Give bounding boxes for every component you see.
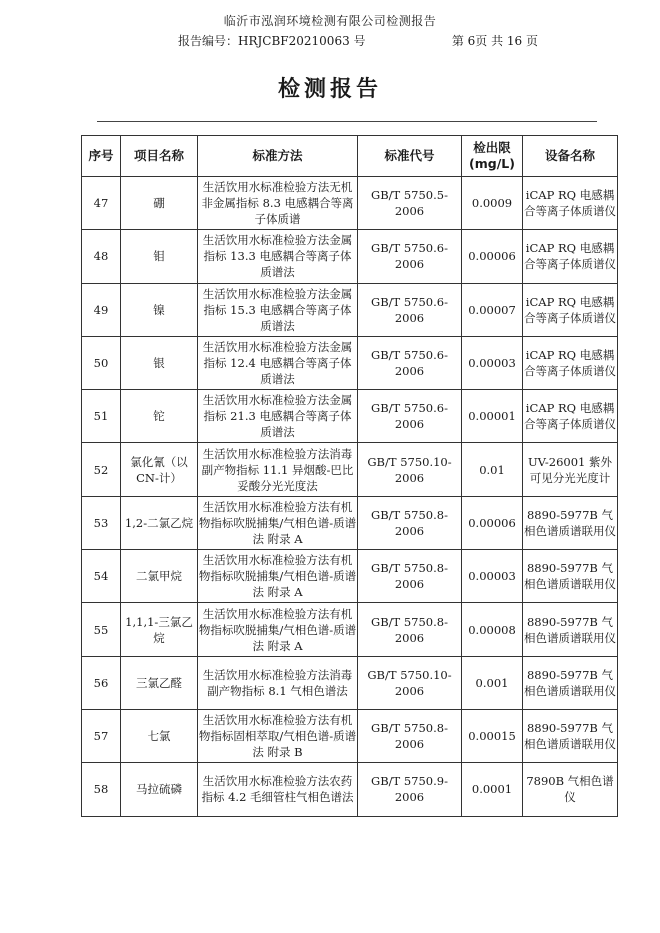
cell-code: GB/T 5750.10-2006 bbox=[358, 443, 462, 496]
cell-name: 银 bbox=[121, 336, 198, 389]
cell-no: 56 bbox=[82, 656, 121, 709]
cell-limit: 0.0009 bbox=[462, 177, 523, 230]
table-row bbox=[82, 709, 618, 762]
col-header-equipment: 设备名称 bbox=[523, 136, 618, 177]
cell-limit: 0.00003 bbox=[462, 336, 523, 389]
col-header-limit-unit: (mg/L) bbox=[469, 156, 515, 171]
report-meta bbox=[178, 32, 538, 49]
cell-name: 二氯甲烷 bbox=[121, 550, 198, 603]
cell-method: 生活饮用水标准检验方法金属指标 13.3 电感耦合等离子体质谱法 bbox=[198, 230, 358, 283]
col-header-code: 标准代号 bbox=[358, 136, 462, 177]
cell-name: 三氯乙醛 bbox=[121, 656, 198, 709]
cell-no: 54 bbox=[82, 550, 121, 603]
cell-limit: 0.00007 bbox=[462, 283, 523, 336]
table-row bbox=[82, 390, 618, 443]
cell-method: 生活饮用水标准检验方法金属指标 21.3 电感耦合等离子体质谱法 bbox=[198, 390, 358, 443]
cell-no: 47 bbox=[82, 177, 121, 230]
cell-limit: 0.00006 bbox=[462, 496, 523, 549]
cell-method: 生活饮用水标准检验方法无机非金属指标 8.3 电感耦合等离子体质谱 bbox=[198, 177, 358, 230]
cell-no: 51 bbox=[82, 390, 121, 443]
cell-name: 马拉硫磷 bbox=[121, 763, 198, 816]
page-info: 第 6页 共 16 页 bbox=[451, 34, 538, 48]
cell-equipment: 8890-5977B 气相色谱质谱联用仪 bbox=[523, 656, 618, 709]
cell-no: 48 bbox=[82, 230, 121, 283]
cell-name: 铊 bbox=[121, 390, 198, 443]
table-row bbox=[82, 177, 618, 230]
col-header-limit-label: 检出限 bbox=[473, 140, 511, 155]
cell-method: 生活饮用水标准检验方法农药指标 4.2 毛细管柱气相色谱法 bbox=[198, 763, 358, 816]
cell-equipment: 8890-5977B 气相色谱质谱联用仪 bbox=[523, 603, 618, 656]
cell-limit: 0.00003 bbox=[462, 550, 523, 603]
cell-name: 1,1,1-三氯乙烷 bbox=[121, 603, 198, 656]
table-row bbox=[82, 603, 618, 656]
cell-limit: 0.01 bbox=[462, 443, 523, 496]
cell-equipment: iCAP RQ 电感耦合等离子体质谱仪 bbox=[523, 390, 618, 443]
cell-code: GB/T 5750.9-2006 bbox=[358, 763, 462, 816]
cell-code: GB/T 5750.8-2006 bbox=[358, 709, 462, 762]
cell-method: 生活饮用水标准检验方法消毒副产物指标 11.1 异烟酸-巴比妥酸分光光度法 bbox=[198, 443, 358, 496]
cell-code: GB/T 5750.6-2006 bbox=[358, 390, 462, 443]
table-row bbox=[82, 336, 618, 389]
cell-code: GB/T 5750.5-2006 bbox=[358, 177, 462, 230]
cell-method: 生活饮用水标准检验方法消毒副产物指标 8.1 气相色谱法 bbox=[198, 656, 358, 709]
company-header: 临沂市泓润环境检测有限公司检测报告 bbox=[223, 14, 437, 28]
table-row bbox=[82, 230, 618, 283]
cell-code: GB/T 5750.6-2006 bbox=[358, 336, 462, 389]
cell-name: 硼 bbox=[121, 177, 198, 230]
cell-code: GB/T 5750.8-2006 bbox=[358, 603, 462, 656]
cell-method: 生活饮用水标准检验方法有机物指标固相萃取/气相色谱-质谱法 附录 B bbox=[198, 709, 358, 762]
table-row bbox=[82, 763, 618, 816]
cell-name: 1,2-二氯乙烷 bbox=[121, 496, 198, 549]
cell-method: 生活饮用水标准检验方法有机物指标吹脱捕集/气相色谱-质谱法 附录 A bbox=[198, 550, 358, 603]
cell-no: 52 bbox=[82, 443, 121, 496]
report-number: 报告编号：HRJCBF20210063 号 bbox=[178, 34, 366, 48]
cell-code: GB/T 5750.10-2006 bbox=[358, 656, 462, 709]
cell-limit: 0.00008 bbox=[462, 603, 523, 656]
table-row bbox=[82, 656, 618, 709]
table-row bbox=[82, 550, 618, 603]
cell-method: 生活饮用水标准检验方法金属指标 15.3 电感耦合等离子体质谱法 bbox=[198, 283, 358, 336]
cell-code: GB/T 5750.6-2006 bbox=[358, 283, 462, 336]
cell-method: 生活饮用水标准检验方法有机物指标吹脱捕集/气相色谱-质谱法 附录 A bbox=[198, 603, 358, 656]
cell-limit: 0.00001 bbox=[462, 390, 523, 443]
table-row bbox=[82, 443, 618, 496]
cell-method: 生活饮用水标准检验方法金属指标 12.4 电感耦合等离子体质谱法 bbox=[198, 336, 358, 389]
cell-equipment: iCAP RQ 电感耦合等离子体质谱仪 bbox=[523, 230, 618, 283]
cell-equipment: iCAP RQ 电感耦合等离子体质谱仪 bbox=[523, 336, 618, 389]
cell-equipment: UV-26001 紫外可见分光光度计 bbox=[523, 443, 618, 496]
cell-no: 53 bbox=[82, 496, 121, 549]
cell-no: 55 bbox=[82, 603, 121, 656]
test-methods-table bbox=[81, 135, 618, 817]
cell-name: 七氯 bbox=[121, 709, 198, 762]
table-row bbox=[82, 496, 618, 549]
cell-equipment: 8890-5977B 气相色谱质谱联用仪 bbox=[523, 550, 618, 603]
page-title: 检测报告 bbox=[277, 77, 382, 102]
cell-limit: 0.001 bbox=[462, 656, 523, 709]
cell-equipment: iCAP RQ 电感耦合等离子体质谱仪 bbox=[523, 283, 618, 336]
header-rule bbox=[97, 121, 597, 122]
cell-name: 钼 bbox=[121, 230, 198, 283]
cell-no: 57 bbox=[82, 709, 121, 762]
cell-limit: 0.00006 bbox=[462, 230, 523, 283]
cell-limit: 0.0001 bbox=[462, 763, 523, 816]
cell-limit: 0.00015 bbox=[462, 709, 523, 762]
col-header-method: 标准方法 bbox=[198, 136, 358, 177]
col-header-no: 序号 bbox=[82, 136, 121, 177]
cell-equipment: 8890-5977B 气相色谱质谱联用仪 bbox=[523, 496, 618, 549]
cell-no: 49 bbox=[82, 283, 121, 336]
cell-method: 生活饮用水标准检验方法有机物指标吹脱捕集/气相色谱-质谱法 附录 A bbox=[198, 496, 358, 549]
cell-equipment: iCAP RQ 电感耦合等离子体质谱仪 bbox=[523, 177, 618, 230]
table-row bbox=[82, 283, 618, 336]
cell-code: GB/T 5750.6-2006 bbox=[358, 230, 462, 283]
cell-no: 50 bbox=[82, 336, 121, 389]
table-header-row bbox=[82, 136, 618, 177]
cell-name: 氯化氰（以 CN-计） bbox=[121, 443, 198, 496]
cell-name: 镍 bbox=[121, 283, 198, 336]
cell-equipment: 8890-5977B 气相色谱质谱联用仪 bbox=[523, 709, 618, 762]
cell-no: 58 bbox=[82, 763, 121, 816]
col-header-limit bbox=[462, 136, 523, 177]
cell-equipment: 7890B 气相色谱仪 bbox=[523, 763, 618, 816]
cell-code: GB/T 5750.8-2006 bbox=[358, 550, 462, 603]
col-header-name: 项目名称 bbox=[121, 136, 198, 177]
cell-code: GB/T 5750.8-2006 bbox=[358, 496, 462, 549]
